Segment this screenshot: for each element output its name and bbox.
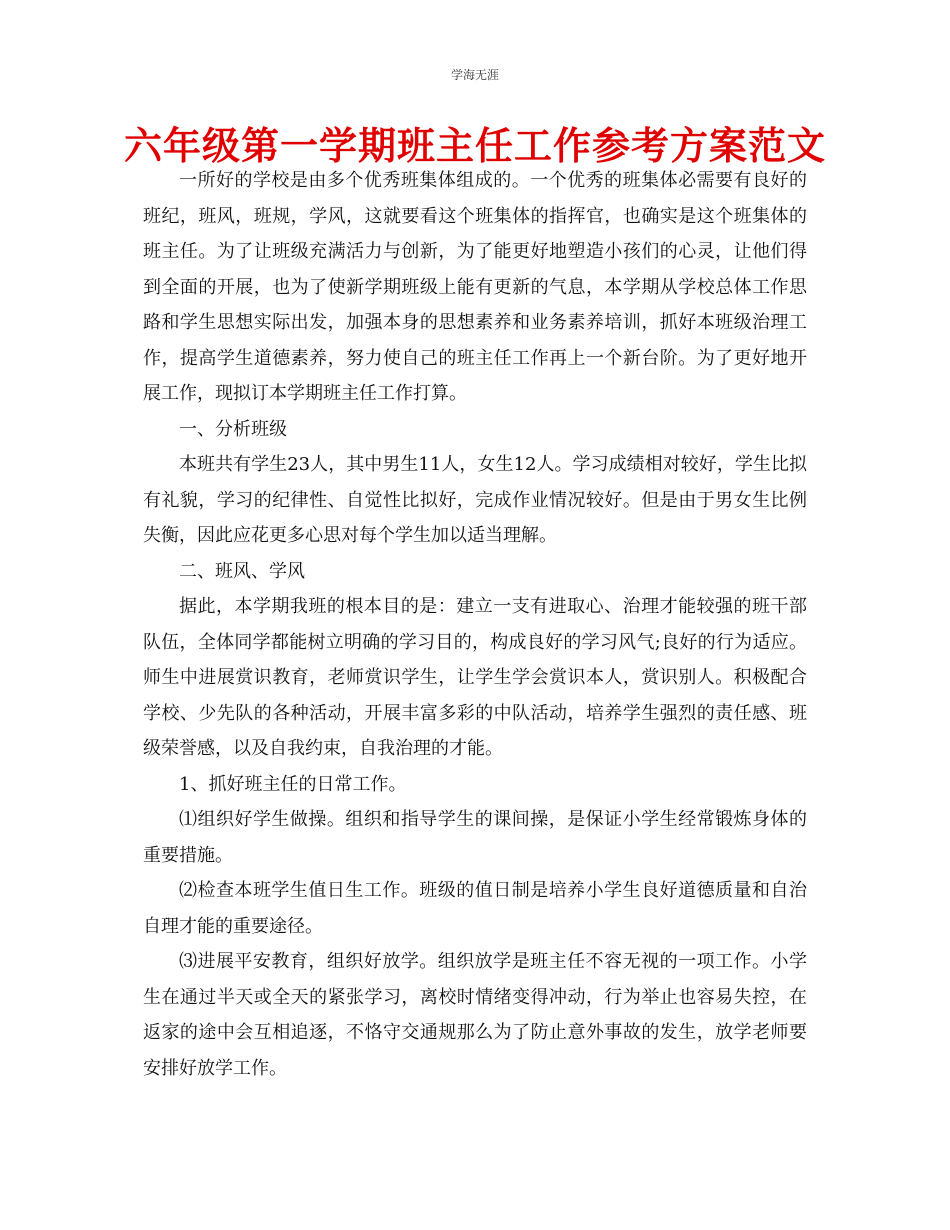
- list-item: ⑶进展平安教育，组织好放学。组织放学是班主任不容无视的一项工作。小学生在通过半天或全天的紧张学习，离校时情绪变得冲动，行为举止也容易失控，在返家的途中会互相追逐，不恪守交通规那么为了防止意外事故的发生，放学老师要安排好放学工作。: [143, 951, 807, 1079]
- paragraph: 本班共有学生23人，其中男生11人，女生12人。学习成绩相对较好，学生比拟有礼貌，学习的纪律性、自觉性比拟好，完成作业情况较好。但是由于男女生比例失衡，因此应花更多心思对每个学生加以适当理解。: [143, 454, 807, 546]
- subsection-heading: 1、抓好班主任的日常工作。: [179, 773, 407, 795]
- document-title: 六年级第一学期班主任工作参考方案范文: [123, 124, 826, 168]
- page-header: 学海无涯: [450, 68, 499, 82]
- paragraph-intro: 一所好的学校是由多个优秀班集体组成的。一个优秀的班集体必需要有良好的班纪，班风，班规，学风，这就要看这个班集体的指挥官，也确实是这个班集体的班主任。为了让班级充满活力与创新，为了能更好地塑造小孩们的心灵，让他们得到全面的开展，也为了使新学期班级上能有更新的气息，本学期从学校总体工作思路和学生思想实际出发，加强本身的思想素养和业务素养培训，抓好本班级治理工作，提高学生道德素养，努力使自己的班主任工作再上一个新台阶。为了更好地开展工作，现拟订本学期班主任工作打算。: [143, 170, 807, 404]
- list-item: ⑴组织好学生做操。组织和指导学生的课间操，是保证小学生经常锻炼身体的重要措施。: [143, 809, 807, 866]
- section-heading: 二、班风、学风: [179, 560, 305, 582]
- section-heading: 一、分析班级: [179, 418, 287, 440]
- document-body: [143, 163, 807, 1086]
- list-item: ⑵检查本班学生值日生工作。班级的值日制是培养小学生良好道德质量和自治自理才能的重要途径。: [143, 880, 807, 937]
- paragraph: 据此，本学期我班的根本目的是：建立一支有进取心、治理才能较强的班干部队伍，全体同学都能树立明确的学习目的，构成良好的学习风气;良好的行为适应。师生中进展赏识教育，老师赏识学生，让学生学会赏识本人，赏识别人。积极配合学校、少先队的各种活动，开展丰富多彩的中队活动，培养学生强烈的责任感、班级荣誉感，以及自我约束，自我治理的才能。: [143, 596, 807, 759]
